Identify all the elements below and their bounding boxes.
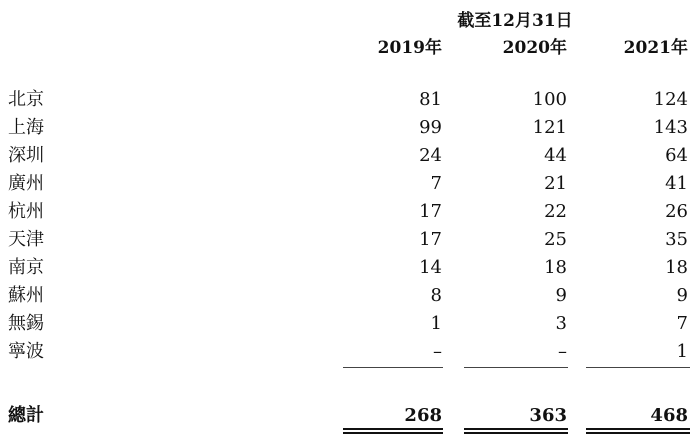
cell-2021: 7: [676, 313, 688, 334]
total-double-rule-2020: [464, 428, 568, 434]
table-row: [0, 310, 700, 338]
cell-2019: 17: [419, 229, 442, 250]
total-cell-2019: 268: [404, 405, 442, 426]
cell-2020: 21: [544, 173, 567, 194]
total-label: 總計: [8, 405, 44, 426]
cell-2020: –: [558, 341, 567, 362]
table-header-span: 截至12月31日: [457, 11, 573, 31]
cell-2021: 124: [653, 89, 688, 110]
cell-2020: 22: [544, 201, 567, 222]
row-label: 無錫: [8, 313, 44, 334]
row-label: 廣州: [8, 173, 44, 194]
cell-2019: 7: [430, 173, 442, 194]
cell-2019: 14: [419, 257, 442, 278]
cell-2020: 3: [555, 313, 567, 334]
cell-2020: 44: [544, 145, 567, 166]
row-label: 南京: [8, 257, 44, 278]
row-label: 深圳: [8, 145, 44, 166]
column-header-2020: 2020年: [502, 38, 567, 58]
cell-2019: –: [433, 341, 442, 362]
row-label: 寧波: [8, 341, 44, 362]
table-row: [0, 254, 700, 282]
cell-2020: 121: [532, 117, 567, 138]
cell-2021: 64: [665, 145, 688, 166]
table-row: [0, 86, 700, 114]
row-label: 杭州: [8, 201, 44, 222]
row-label: 蘇州: [8, 285, 44, 306]
table-row: [0, 226, 700, 254]
table-row: [0, 114, 700, 142]
cell-2021: 18: [665, 257, 688, 278]
cell-2019: 17: [419, 201, 442, 222]
row-label: 天津: [8, 229, 44, 250]
cell-2021: 143: [653, 117, 688, 138]
table-row: [0, 142, 700, 170]
cell-2020: 18: [544, 257, 567, 278]
table-row: [0, 170, 700, 198]
cell-2020: 9: [555, 285, 567, 306]
cell-2021: 1: [676, 341, 688, 362]
cell-2021: 35: [665, 229, 688, 250]
subtotal-rule-2021: [586, 367, 690, 368]
total-cell-2021: 468: [650, 405, 688, 426]
table-row: [0, 338, 700, 366]
cell-2019: 81: [419, 89, 442, 110]
table-row: [0, 282, 700, 310]
subtotal-rule-2019: [343, 367, 443, 368]
cell-2021: 26: [665, 201, 688, 222]
row-label: 上海: [8, 117, 44, 138]
cell-2021: 41: [665, 173, 688, 194]
cell-2019: 8: [430, 285, 442, 306]
cell-2019: 24: [419, 145, 442, 166]
total-double-rule-2019: [343, 428, 443, 434]
column-header-2019: 2019年: [377, 38, 442, 58]
cell-2019: 1: [430, 313, 442, 334]
cell-2020: 100: [532, 89, 567, 110]
total-cell-2020: 363: [529, 405, 567, 426]
cell-2019: 99: [419, 117, 442, 138]
total-double-rule-2021: [586, 428, 690, 434]
subtotal-rule-2020: [464, 367, 568, 368]
row-label: 北京: [8, 89, 44, 110]
cell-2021: 9: [676, 285, 688, 306]
cell-2020: 25: [544, 229, 567, 250]
table-row: [0, 198, 700, 226]
column-header-2021: 2021年: [623, 38, 688, 58]
